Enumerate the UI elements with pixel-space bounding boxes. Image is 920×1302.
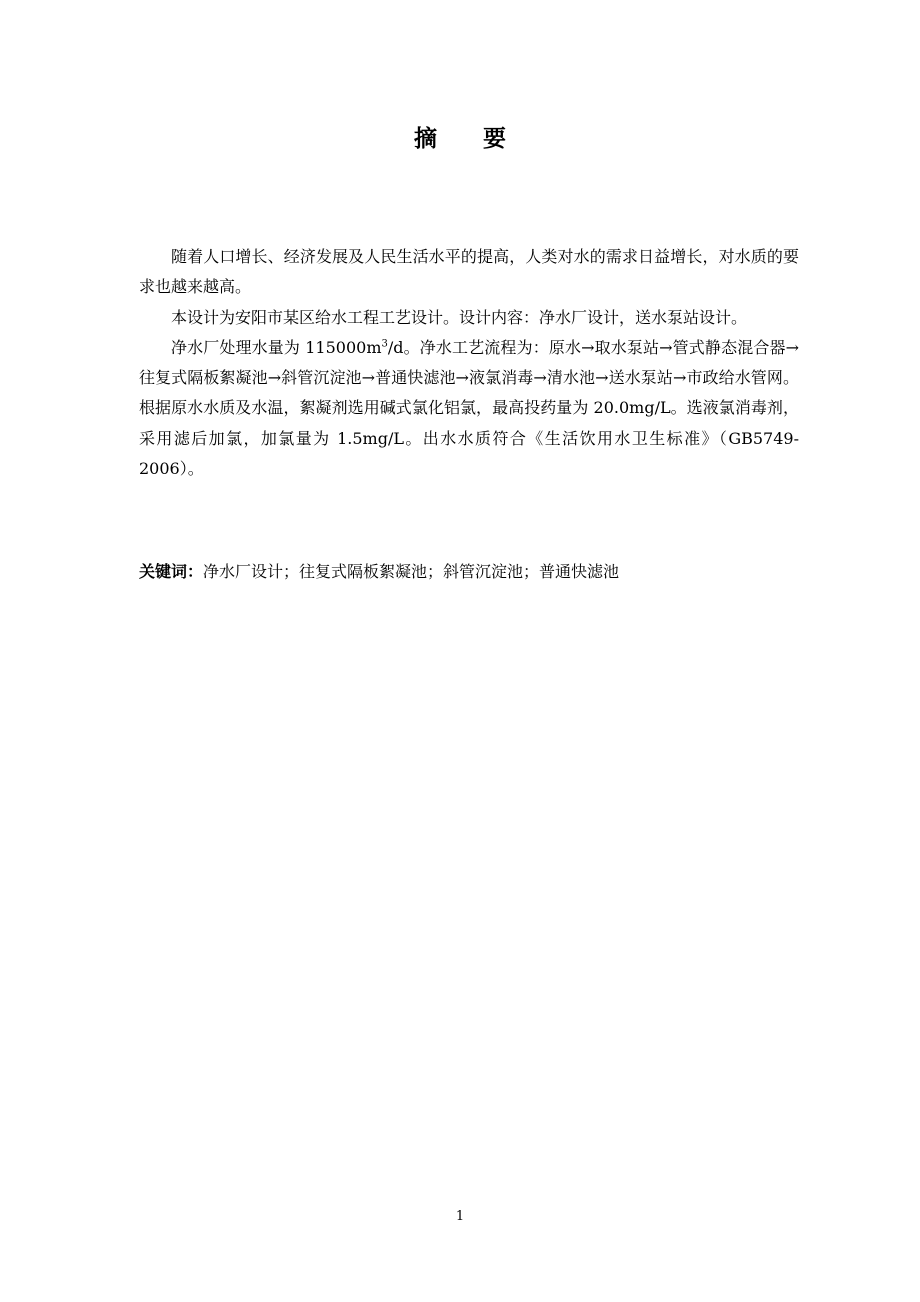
keywords-label: 关键词： <box>139 562 204 581</box>
superscript-3: 3 <box>381 338 388 350</box>
paragraph-3-part-b: /d。净水工艺流程为：原水→取水泵站→管式静态混合器→往复式隔板絮凝池→斜管沉淀池→普通快滤池→液氯消毒→清水池→送水泵站→市政给水管网。根据原水水质及水温，絮凝剂选用碱式氯化铝氯，最高投药量为 20.0mg/L。选液氯消毒剂，采用滤后加氯，加氯量为 1.5mg/L。出水水质符合《生活饮用水卫生标准》（GB5749-2006）。 <box>139 337 799 479</box>
title-char-2: 要 <box>483 126 506 152</box>
paragraph-3 <box>139 333 799 484</box>
page-title <box>0 120 920 153</box>
title-char-1: 摘 <box>414 126 437 152</box>
abstract-body <box>139 242 799 484</box>
keywords-text: 净水厂设计；往复式隔板絮凝池；斜管沉淀池；普通快滤池 <box>203 562 620 581</box>
paragraph-2: 本设计为安阳市某区给水工程工艺设计。设计内容：净水厂设计，送水泵站设计。 <box>171 307 748 327</box>
paragraph-3-part-a: 净水厂处理水量为 115000m <box>171 337 382 357</box>
keywords-line <box>139 557 799 587</box>
paragraph-1: 随着人口增长、经济发展及人民生活水平的提高，人类对水的需求日益增长，对水质的要求也越来越高。 <box>139 247 799 297</box>
page-number: 1 <box>455 1209 465 1224</box>
